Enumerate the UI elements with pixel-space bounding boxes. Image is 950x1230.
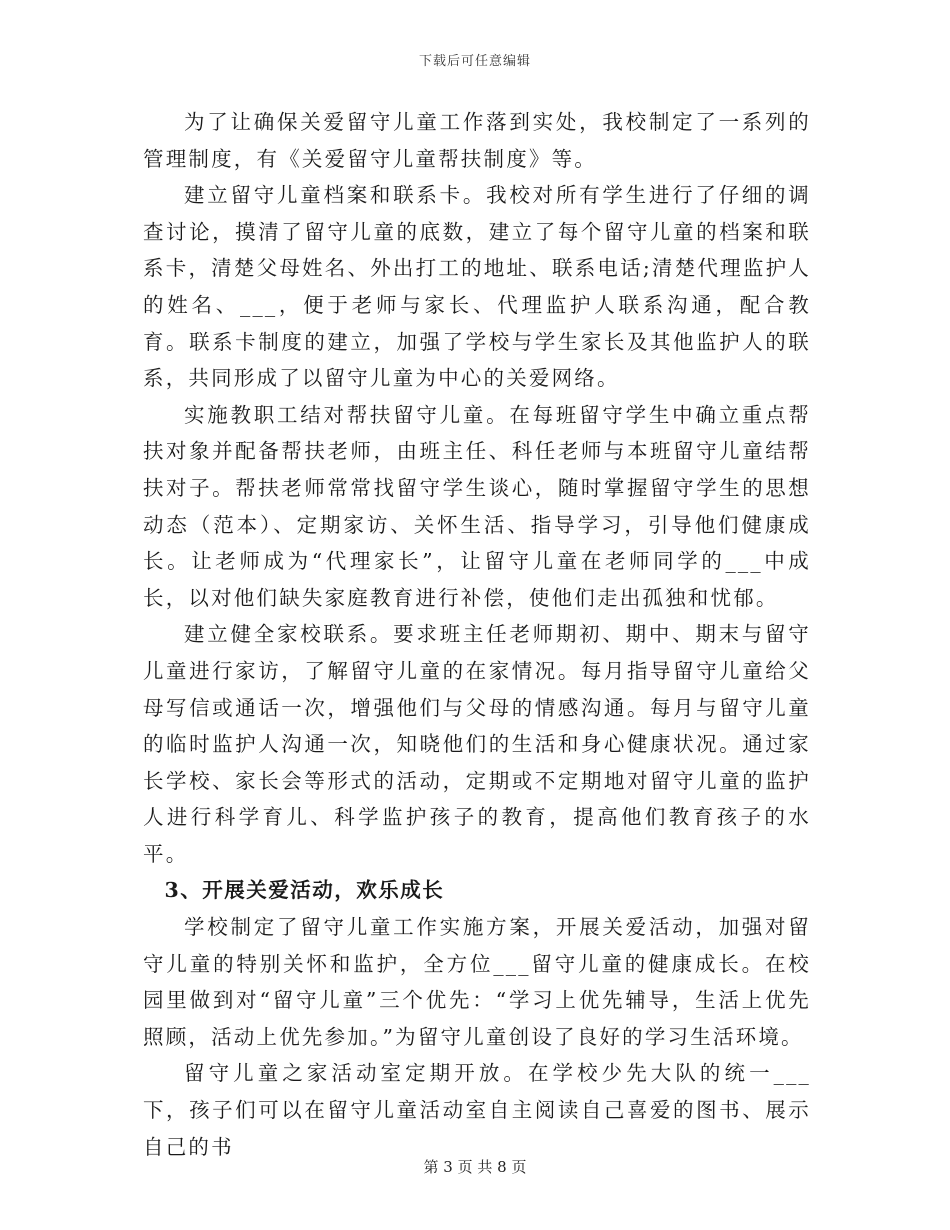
paragraph-archives-contact-card: 建立留守儿童档案和联系卡。我校对所有学生进行了仔细的调查讨论，摸清了留守儿童的底数，建立了每个留守儿童的档案和联系卡，清楚父母姓名、外出打工的地址、联系电话;清楚代理监护人的姓名、___，便于老师与家长、代理监护人联系沟通，配合教育。联系卡制度的建立，加强了学校与学生家长及其他监护人的联系，共同形成了以留守儿童为中心的关爱网络。 bbox=[143, 183, 811, 391]
paragraph-teacher-pairing: 实施教职工结对帮扶留守儿童。在每班留守学生中确立重点帮扶对象并配备帮扶老师，由班主任、科任老师与本班留守儿童结帮扶对子。帮扶老师常常找留守学生谈心，随时掌握留守学生的思想动态（范本）、定期家访、关怀生活、指导学习，引导他们健康成长。让老师成为“代理家长”，让留守儿童在老师同学的___中成长，以对他们缺失家庭教育进行补偿，使他们走出孤独和忧郁。 bbox=[143, 402, 811, 610]
paragraph-management-system: 为了让确保关爱留守儿童工作落到实处，我校制定了一系列的管理制度，有《关爱留守儿童帮扶制度》等。 bbox=[143, 110, 811, 171]
paragraph-home-school-contact: 建立健全家校联系。要求班主任老师期初、期中、期末与留守儿童进行家访，了解留守儿童的在家情况。每月指导留守儿童给父母写信或通话一次，增强他们与父母的情感沟通。每月与留守儿童的临时监护人沟通一次，知晓他们的生活和身心健康状况。通过家长学校、家长会等形式的活动，定期或不定期地对留守儿童的监护人进行科学育儿、科学监护孩子的教育，提高他们教育孩子的水平。 bbox=[143, 622, 811, 866]
document-body bbox=[143, 104, 811, 1165]
paragraph-activity-room: 留守儿童之家活动室定期开放。在学校少先大队的统一___下，孩子们可以在留守儿童活动室自主阅读自己喜爱的图书、展示自己的书 bbox=[143, 1061, 811, 1159]
page-number: 第 3 页 共 8 页 bbox=[423, 1158, 527, 1176]
section-heading: 3、开展关爱活动，欢乐成长 bbox=[164, 878, 445, 903]
page-header: 下载后可任意编辑 bbox=[418, 54, 531, 69]
paragraph-care-activities: 学校制定了留守儿童工作实施方案，开展关爱活动，加强对留守儿童的特别关怀和监护，全方位___留守儿童的健康成长。在校园里做到对“留守儿童”三个优先：“学习上优先辅导，生活上优先照顾，活动上优先参加。”为留守儿童创设了良好的学习生活环境。 bbox=[143, 915, 811, 1049]
